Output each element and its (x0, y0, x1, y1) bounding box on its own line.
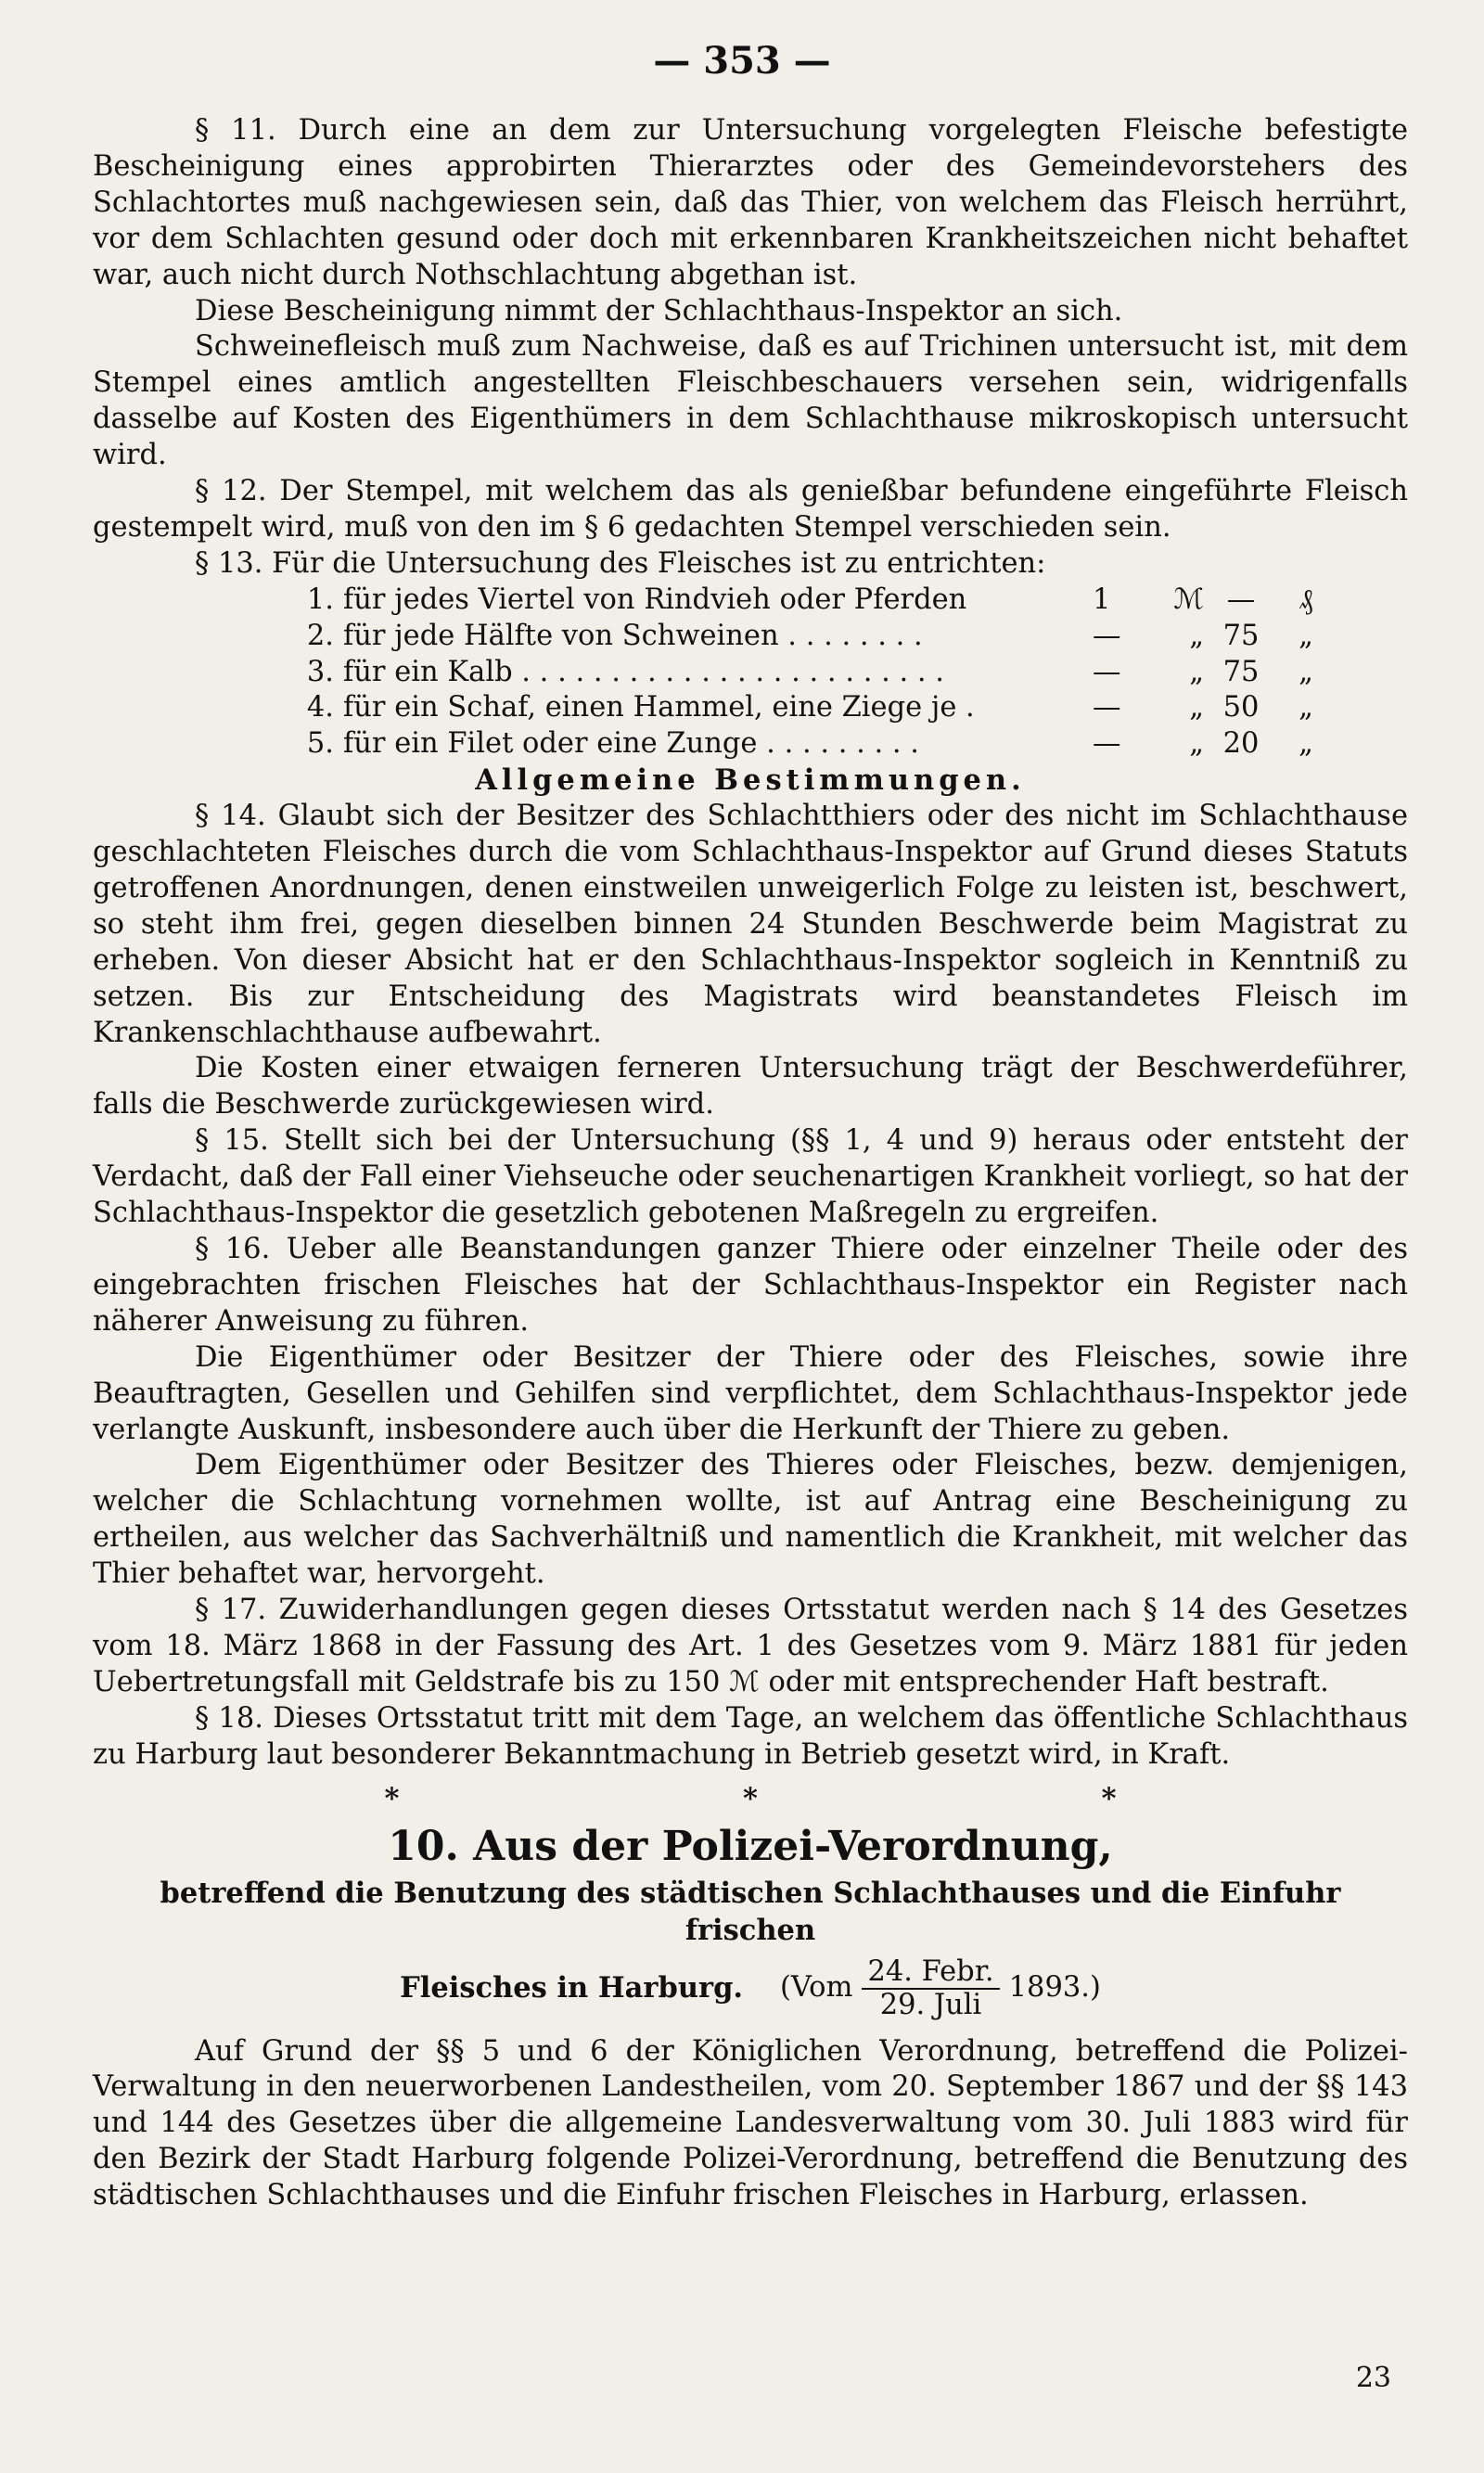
section-subtitle-end: Fleisches in Harburg. (400, 1971, 744, 2005)
section-title: 10. Aus der Polizei-Verordnung, (388, 1822, 1113, 1870)
fee-unit: ℳ (1173, 583, 1204, 616)
fee-subunit: „ (1298, 727, 1313, 761)
fee-mark: 1 (1093, 583, 1111, 616)
paragraph-18: § 18. Dieses Ortsstatut tritt mit dem Tage, an welchem das öffentliche Schlachthaus zu Harburg laut besonderer Bekanntmachung in Betrieb gesetzt wird, in Kraft. (93, 1701, 1408, 1771)
section-subtitle: betreffend die Benutzung des städtischen Schlachthauses und die Einfuhr frischen (160, 1876, 1341, 1947)
fee-text: für jedes Viertel von Rindvieh oder Pferden (343, 583, 967, 616)
fee-mark: — (1093, 619, 1121, 652)
date-top: 24. Febr. (862, 1956, 999, 1990)
fee-number: 1. (306, 583, 334, 616)
fee-subunit: „ (1298, 619, 1313, 652)
paragraph-13: § 13. Für die Untersuchung des Fleisches ist zu entrichten: (195, 546, 1046, 580)
fee-text: für ein Kalb . . . . . . . . . . . . . . . . . . . . . . . . (343, 655, 944, 688)
paragraph-14b: Die Kosten einer etwaigen ferneren Untersuchung trägt der Beschwerdeführer, falls die Beschwerde zurückgewiesen wird. (93, 1052, 1408, 1121)
paragraph-14a: § 14. Glaubt sich der Besitzer des Schlachtthiers oder des nicht im Schlachthause geschlachteten Fleisches durch die vom Schlachthaus-Inspektor auf Grund dieses Statuts getroffenen Anordnungen, denen einstweilen unweigerlich Folge zu leisten ist, beschwert, so steht ihm frei, gegen dieselben binnen 24 Stunden Beschwerde beim Magistrat zu erheben. Von dieser Absicht hat er den Schlachthaus-Inspektor sogleich in Kenntniß zu setzen. Bis zur Entscheidung des Magistrats wird beanstandetes Fleisch im Krankenschlachthause aufbewahrt. (93, 800, 1408, 1049)
paragraph-16c: Dem Eigenthümer oder Besitzer des Thieres oder Fleisches, bezw. demjenigen, welcher die Schlachtung vornehmen wollte, ist auf Antrag eine Bescheinigung zu ertheilen, aus welcher das Sachverhältniß und namentlich die Krankheit, mit welcher das Thier behaftet war, hervorgeht. (93, 1449, 1408, 1591)
fee-unit: „ (1189, 619, 1204, 652)
fee-row (93, 690, 1408, 726)
fee-subunit: „ (1298, 655, 1313, 688)
paragraph-15: § 15. Stellt sich bei der Untersuchung (§§ 1, 4 und 9) heraus oder entsteht der Verdacht, daß der Fall einer Viehseuche oder seuchenartigen Krankheit vorliegt, so hat der Schlachthaus-Inspektor die gesetzlich gebotenen Maßregeln zu ergreifen. (93, 1124, 1408, 1230)
paragraph-16b: Die Eigenthümer oder Besitzer der Thiere oder des Fleisches, sowie ihre Beauftragten, Gesellen und Gehilfen sind verpflichtet, dem Schlachthaus-Inspektor jede verlangte Auskunft, insbesondere auch über die Herkunft der Thiere zu geben. (93, 1340, 1408, 1446)
final-paragraph: Auf Grund der §§ 5 und 6 der Königlichen Verordnung, betreffend die Polizei-Verwaltung in den neuerworbenen Landestheilen, vom 20. September 1867 und der §§ 143 und 144 des Gesetzes über die allgemeine Landesverwaltung vom 30. Juli 1883 wird für den Bezirk der Stadt Harburg folgende Polizei-Verordnung, betreffend die Benutzung des städtischen Schlachthauses und die Einfuhr frischen Fleisches in Harburg, erlassen. (93, 2034, 1408, 2212)
fee-row (93, 726, 1408, 762)
fee-subunit: ₰ (1298, 583, 1313, 616)
fee-amount: 20 (1222, 727, 1260, 761)
fee-number: 2. (306, 619, 334, 652)
fee-number: 4. (306, 691, 334, 724)
date-suffix: 1893.) (1008, 1971, 1101, 2005)
fee-amount: 75 (1222, 655, 1260, 688)
fee-row (93, 655, 1408, 691)
fee-subunit: „ (1298, 691, 1313, 724)
fee-amount: 50 (1222, 691, 1260, 724)
fee-unit: „ (1189, 691, 1204, 724)
paragraph-11b: Diese Bescheinigung nimmt der Schlachthaus-Inspektor an sich. (195, 294, 1123, 327)
date-fraction (862, 1956, 999, 2021)
paragraph-11c: Schweinefleisch muß zum Nachweise, daß es auf Trichinen untersucht ist, mit dem Stempel eines amtlich angestellten Fleischbeschauers versehen sein, widrigenfalls dasselbe auf Kosten des Eigenthümers in dem Schlachthause mikroskopisch untersucht wird. (93, 330, 1408, 472)
fee-text: für ein Schaf, einen Hammel, eine Ziege je . (343, 691, 975, 724)
fee-mark: — (1093, 727, 1121, 761)
paragraph-12: § 12. Der Stempel, mit welchem das als genießbar befundene eingeführte Fleisch gestempelt wird, muß von den im § 6 gedachten Stempel verschieden sein. (93, 475, 1408, 544)
fee-mark: — (1093, 655, 1121, 688)
fee-text: für jede Hälfte von Schweinen . . . . . . . . (343, 619, 923, 652)
separator-stars: * * * (384, 1781, 1284, 1815)
fee-mark: — (1093, 691, 1121, 724)
paragraph-16a: § 16. Ueber alle Beanstandungen ganzer Thiere oder einzelner Theile oder des eingebrachten frischen Fleisches hat der Schlachthaus-Inspektor ein Register nach näherer Anweisung zu führen. (93, 1233, 1408, 1338)
fee-amount: 75 (1222, 619, 1260, 652)
fee-number: 5. (306, 727, 334, 761)
fee-number: 3. (306, 655, 334, 688)
fee-table (93, 583, 1408, 762)
fee-text: für ein Filet oder eine Zunge . . . . . . . . . (343, 727, 919, 761)
date-prefix: (Vom (780, 1971, 853, 2005)
fee-row (93, 583, 1408, 619)
paragraph-17: § 17. Zuwiderhandlungen gegen dieses Ortsstatut werden nach § 14 des Gesetzes vom 18. März 1868 in der Fassung des Art. 1 des Gesetzes vom 9. März 1881 für jeden Uebertretungsfall mit Geldstrafe bis zu 150 ℳ oder mit entsprechender Haft bestraft. (93, 1594, 1408, 1698)
signature-mark: 23 (1355, 2362, 1391, 2394)
section-date-line (93, 1949, 1408, 2029)
fee-unit: „ (1189, 727, 1204, 761)
page-number: — 353 — (653, 39, 831, 83)
fee-row (93, 619, 1408, 655)
page-body (93, 113, 1408, 2214)
fee-amount: — (1226, 583, 1256, 616)
general-heading: Allgemeine Bestimmungen. (475, 763, 1026, 798)
paragraph-11a: § 11. Durch eine an dem zur Untersuchung vorgelegten Fleische befestigte Bescheinigung eines approbirten Thierarztes oder des Gemeindevorstehers des Schlachtortes muß nachgewiesen sein, daß das Thier, von welchem das Fleisch herrührt, vor dem Schlachten gesund oder doch mit erkennbaren Krankheitszeichen nicht behaftet war, auch nicht durch Nothschlachtung abgethan ist. (93, 114, 1408, 291)
date-bottom: 29. Juli (879, 1988, 982, 2021)
fee-unit: „ (1189, 655, 1204, 688)
